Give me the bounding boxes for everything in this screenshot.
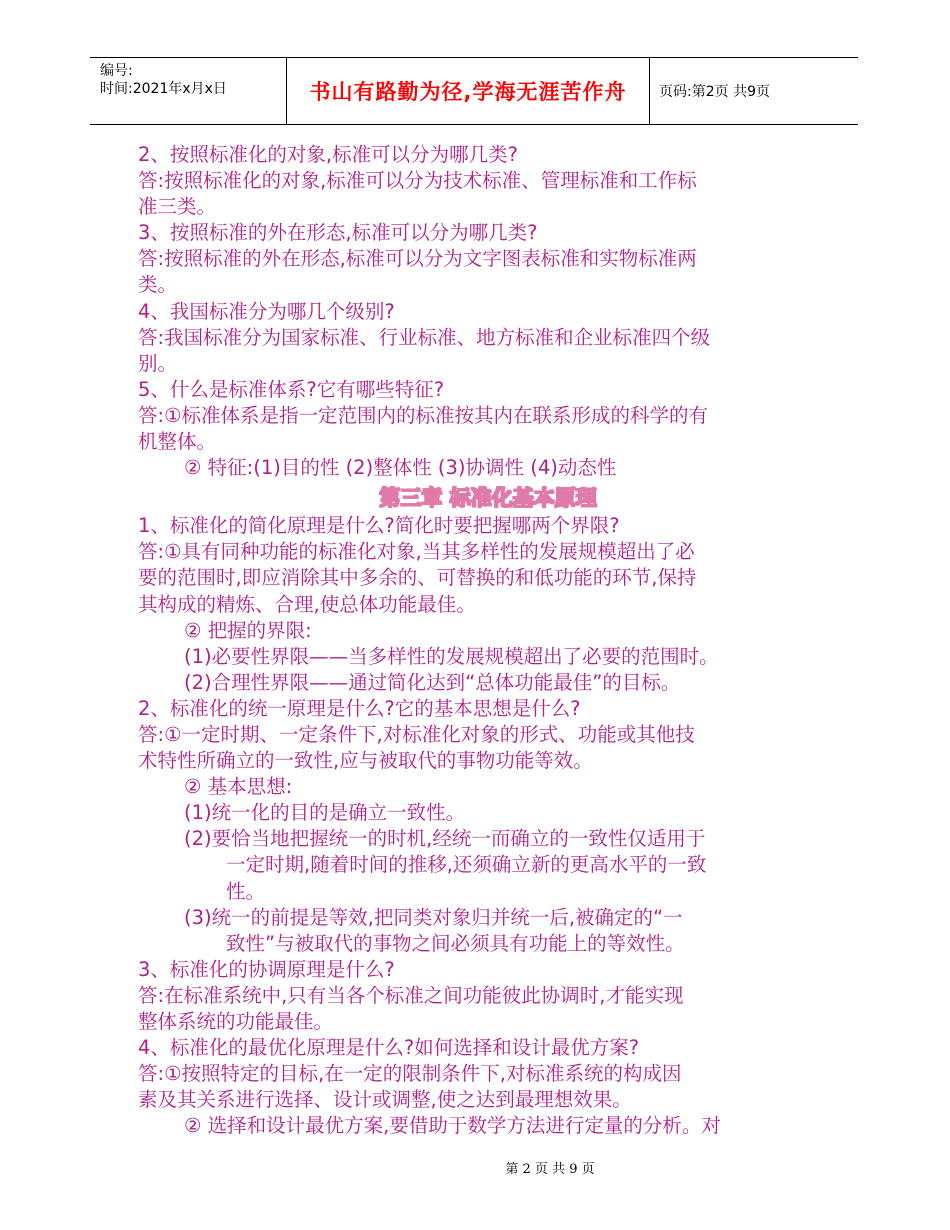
answer-line: 性。 bbox=[226, 879, 266, 903]
document-body bbox=[138, 142, 798, 1139]
header-page-cell bbox=[649, 58, 858, 124]
answer-line: 准三类。 bbox=[138, 195, 217, 219]
question-line: 2、标准化的统一原理是什么?它的基本思想是什么? bbox=[138, 696, 581, 720]
answer-line: 素及其关系进行选择、设计或调整,使之达到最理想效果。 bbox=[138, 1088, 632, 1112]
time-label: 时间:2021年x月x日 bbox=[100, 81, 227, 97]
answer-line: 类。 bbox=[138, 273, 178, 297]
page-footer: 第 2 页 共 9 页 bbox=[505, 1162, 595, 1177]
answer-line: 机整体。 bbox=[138, 430, 217, 454]
answer-line: 致性”与被取代的事物之间必须具有功能上的等效性。 bbox=[226, 931, 685, 955]
header-table bbox=[90, 57, 858, 125]
answer-line: 答:按照标准的外在形态,标准可以分为文字图表标准和实物标准两 bbox=[138, 247, 697, 271]
question-line: 4、我国标准分为哪几个级别? bbox=[138, 299, 395, 323]
question-line: 2、按照标准化的对象,标准可以分为哪几类? bbox=[138, 143, 518, 166]
answer-line: 术特性所确立的一致性,应与被取代的事物功能等效。 bbox=[138, 749, 593, 773]
question-line: 3、按照标准的外在形态,标准可以分为哪几类? bbox=[138, 221, 538, 245]
answer-line: ② 基本思想: bbox=[184, 775, 293, 799]
header-meta-cell bbox=[90, 58, 286, 124]
answer-line: 答:我国标准分为国家标准、行业标准、地方标准和企业标准四个级 bbox=[138, 325, 711, 349]
answer-line: 其构成的精炼、合理,使总体功能最佳。 bbox=[138, 592, 476, 616]
answer-line: (2)合理性界限——通过简化达到“总体功能最佳”的目标。 bbox=[184, 670, 681, 694]
answer-line: 答:①按照特定的目标,在一定的限制条件下,对标准系统的构成因 bbox=[138, 1062, 682, 1086]
answer-line: (2)要恰当地把握统一的时机,经统一而确立的一致性仅适用于 bbox=[184, 827, 706, 851]
answer-line: (1)必要性界限——当多样性的发展规模超出了必要的范围时。 bbox=[184, 644, 719, 668]
page-info: 页码:第2页 共9页 bbox=[659, 84, 770, 100]
answer-line: 整体系统的功能最佳。 bbox=[138, 1010, 334, 1033]
answer-line: 要的范围时,即应消除其中多余的、可替换的和低功能的环节,保持 bbox=[138, 566, 697, 590]
answer-line: (1)统一化的目的是确立一致性。 bbox=[184, 801, 466, 825]
answer-line: ② 特征:(1)目的性 (2)整体性 (3)协调性 (4)动态性 bbox=[184, 456, 617, 480]
chapter-heading: 第三章 标准化基本原理 bbox=[379, 486, 597, 511]
answer-line: 答:按照标准化的对象,标准可以分为技术标准、管理标准和工作标 bbox=[138, 169, 697, 193]
answer-line: 答:①具有同种功能的标准化对象,当其多样性的发展规模超出了必 bbox=[138, 540, 695, 564]
answer-line: ② 选择和设计最优方案,要借助于数学方法进行定量的分析。对 bbox=[184, 1114, 721, 1138]
answer-line: 答:①一定时期、一定条件下,对标准化对象的形式、功能或其他技 bbox=[138, 722, 695, 746]
answer-line: 答:在标准系统中,只有当各个标准之间功能彼此协调时,才能实现 bbox=[138, 983, 684, 1007]
question-line: 5、什么是标准体系?它有哪些特征? bbox=[138, 377, 445, 401]
serial-label: 编号: bbox=[100, 63, 133, 79]
answer-line: 答:①标准体系是指一定范围内的标准按其内在联系形成的科学的有 bbox=[138, 403, 709, 427]
motto: 书山有路勤为径,学海无涯苦作舟 bbox=[309, 80, 627, 104]
header-motto-cell bbox=[286, 58, 650, 124]
answer-line: ② 把握的界限: bbox=[184, 618, 312, 642]
question-line: 3、标准化的协调原理是什么? bbox=[138, 957, 395, 981]
question-line: 4、标准化的最优化原理是什么?如何选择和设计最优方案? bbox=[138, 1036, 640, 1060]
answer-line: 一定时期,随着时间的推移,还须确立新的更高水平的一致 bbox=[226, 853, 707, 877]
question-line: 1、标准化的简化原理是什么?简化时要把握哪两个界限? bbox=[138, 514, 620, 538]
answer-line: 别。 bbox=[138, 351, 178, 375]
answer-line: (3)统一的前提是等效,把同类对象归并统一后,被确定的“一 bbox=[184, 905, 683, 929]
